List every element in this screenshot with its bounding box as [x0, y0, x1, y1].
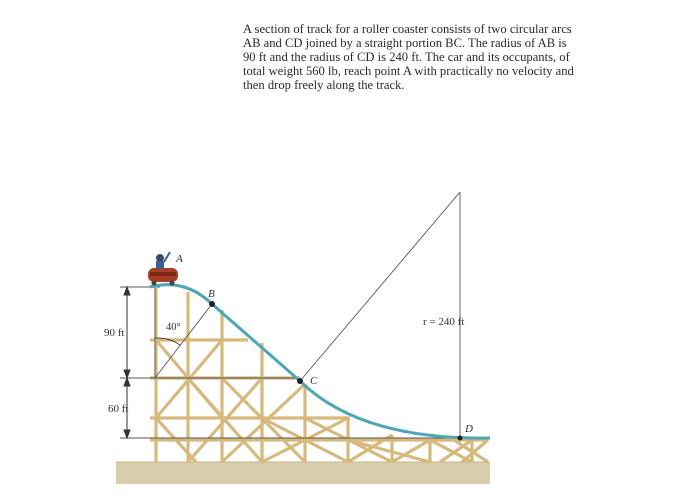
problem-line-1: A section of track for a roller coaster consists of two circular arcs — [243, 22, 572, 36]
problem-line-4: total weight 560 lb, reach point A with practically no velocity and — [243, 64, 574, 78]
radius-label: r = 240 ft — [423, 316, 465, 328]
car-wheel — [170, 281, 175, 286]
problem-line-2: AB and CD joined by a straight portion BC. The radius of AB is — [243, 36, 567, 50]
label-b: B — [208, 288, 215, 300]
label-d: D — [465, 423, 473, 435]
dimension-label-60ft: 60 ft — [108, 403, 129, 415]
radius-line-cd — [300, 192, 460, 381]
rider-torso — [156, 261, 164, 269]
arrowhead — [124, 378, 130, 386]
arrowhead — [124, 287, 130, 295]
cross-brace — [392, 440, 430, 462]
arrowhead — [124, 430, 130, 438]
problem-line-3: 90 ft and the radius of CD is 240 ft. The car and its occupants, of — [243, 50, 570, 64]
point-c-marker — [297, 378, 303, 384]
point-d-marker — [458, 436, 463, 441]
rider-head — [156, 254, 164, 262]
label-c: C — [310, 375, 318, 387]
dimension-label-90ft: 90 ft — [104, 327, 125, 339]
point-b-marker — [209, 301, 215, 307]
ground — [116, 462, 490, 484]
construction-lines — [120, 192, 470, 440]
roller-coaster-car — [148, 252, 178, 286]
label-a: A — [176, 253, 183, 265]
problem-line-5: then drop freely along the track. — [243, 78, 405, 92]
car-wheel — [152, 281, 157, 286]
rider-arm — [164, 252, 170, 262]
dimension-arrows — [124, 287, 130, 438]
angle-label: 40° — [166, 322, 181, 333]
car-stripe — [150, 272, 176, 276]
roller-coaster-track — [150, 285, 490, 438]
